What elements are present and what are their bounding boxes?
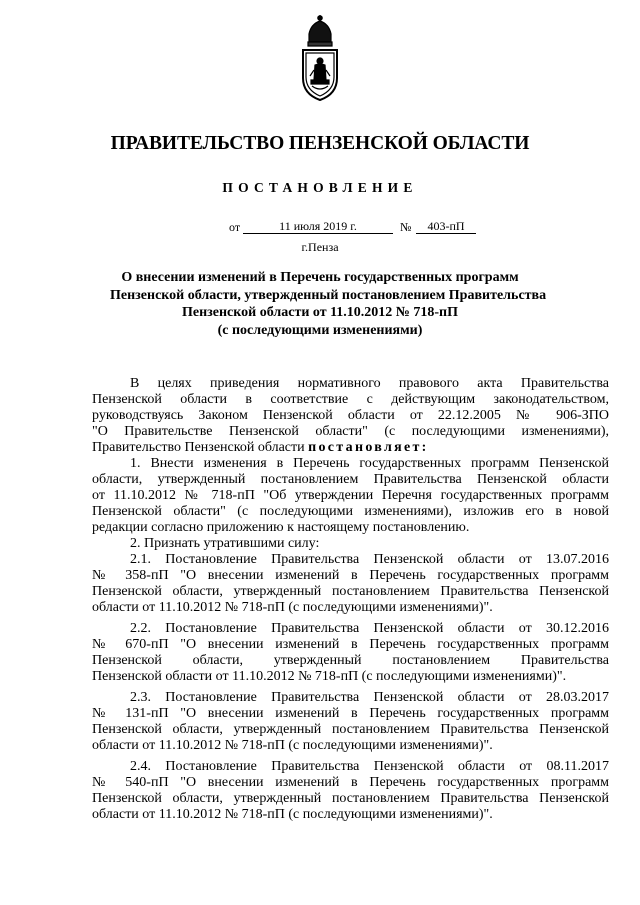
- heading-line: О внесении изменений в Перечень государственных программ: [121, 270, 519, 285]
- heading-line: Пензенской области, утвержденный постановлением Правительства: [110, 287, 547, 303]
- body-line: Пензенской области, утвержденный постановлением Правительства Пензенской: [92, 791, 609, 806]
- body-line: области, утвержденный постановлением Правительства Пензенской области: [92, 472, 609, 487]
- body-line: области от 11.10.2012 № 718-пП (с последующими изменениями)".: [92, 738, 493, 753]
- body-line: области от 11.10.2012 № 718-пП (с последующими изменениями)".: [92, 807, 493, 822]
- intro-last: Правительство Пензенской области: [92, 440, 305, 455]
- body-line: Пензенской области" (с последующими изменениями), изложив его в новой: [92, 504, 609, 519]
- date-prefix: от: [229, 220, 241, 234]
- body-line: 2.2. Постановление Правительства Пензенской области от 30.12.2016: [130, 621, 609, 636]
- city: г.Пенза: [301, 240, 339, 254]
- body-line: № 670-пП "О внесении изменений в Перечень государственных программ: [92, 637, 609, 652]
- body-line: Пензенской области, утвержденный постановлением Правительства Пензенской: [92, 722, 609, 737]
- body-line: № 358-пП "О внесении изменений в Перечень государственных программ: [92, 568, 609, 583]
- body-line: № 131-пП "О внесении изменений в Перечень государственных программ: [92, 706, 609, 721]
- body-line: Пензенской области, утвержденный постановлением Правительства: [92, 653, 609, 668]
- organization-title: ПРАВИТЕЛЬСТВО ПЕНЗЕНСКОЙ ОБЛАСТИ: [110, 133, 530, 154]
- body-line: "О Правительстве Пензенской области" (с последующими изменениями),: [92, 424, 609, 439]
- decree-word: постановляет:: [308, 440, 429, 455]
- document-number: 403-пП: [416, 219, 476, 234]
- body-line: 2.3. Постановление Правительства Пензенской области от 28.03.2017: [130, 690, 609, 705]
- body-line: 1. Внести изменения в Перечень государственных программ Пензенской: [130, 456, 609, 471]
- body-line: 2.1. Постановление Правительства Пензенской области от 13.07.2016: [130, 552, 609, 567]
- heading-line: Пензенской области от 11.10.2012 № 718-пП: [181, 305, 458, 320]
- coat-of-arms-icon: [296, 14, 344, 102]
- body-line: от 11.10.2012 № 718-пП "Об утверждении Перечня государственных программ: [92, 488, 609, 503]
- body-line: Пензенской области в соответствие с действующим законодательством,: [92, 392, 609, 407]
- body-line: [92, 440, 609, 456]
- document-date: 11 июля 2019 г.: [243, 219, 393, 234]
- body-line: 2.4. Постановление Правительства Пензенской области от 08.11.2017: [130, 759, 609, 774]
- body-line: Пензенской области от 11.10.2012 № 718-пП (с последующими изменениями)".: [92, 669, 567, 684]
- body-line: руководствуясь Законом Пензенской области от 22.12.2005 № 906-ЗПО: [92, 408, 609, 423]
- document-heading: [110, 269, 547, 339]
- body-line: 2. Признать утратившими силу:: [130, 536, 320, 551]
- body-line: № 540-пП "О внесении изменений в Перечень государственных программ: [92, 775, 609, 790]
- document-type: ПОСТАНОВЛЕНИЕ: [222, 180, 418, 195]
- body-line: Пензенской области, утвержденный постановлением Правительства Пензенской: [92, 584, 609, 599]
- body-line: В целях приведения нормативного правового акта Правительства: [130, 376, 609, 391]
- number-prefix: №: [400, 220, 412, 234]
- heading-line: (с последующими изменениями): [217, 322, 423, 338]
- body-line: редакции согласно приложению к настоящему постановлению.: [92, 520, 470, 535]
- body-line: области от 11.10.2012 № 718-пП (с последующими изменениями)".: [92, 600, 493, 615]
